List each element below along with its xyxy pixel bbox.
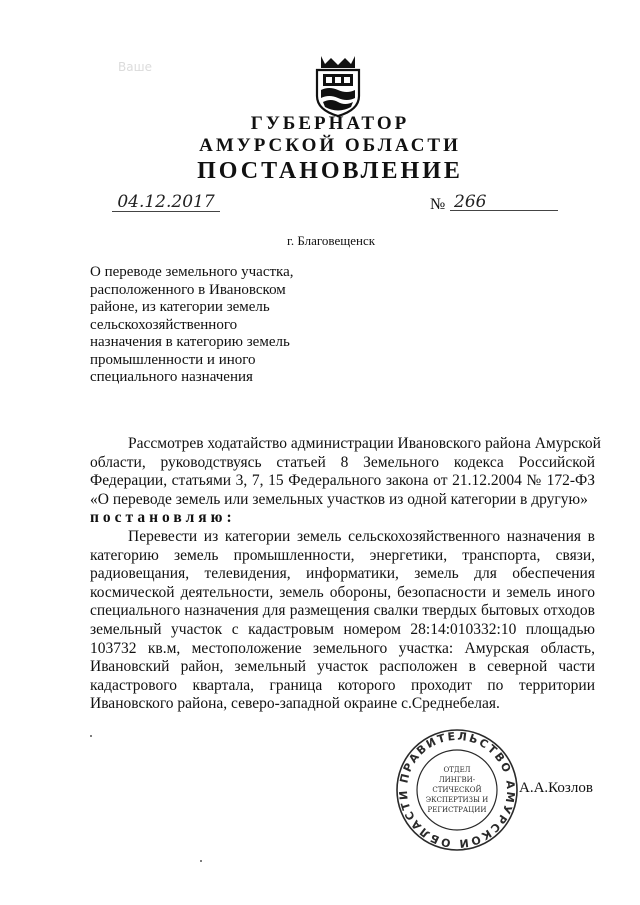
body-line: специального назначения для размещения свалки твердых бытовых отходов bbox=[90, 602, 595, 620]
subject-line: О переводе земельного участка, bbox=[90, 264, 294, 280]
document-city: г. Благовещенск bbox=[286, 233, 376, 248]
body-line: 103732 кв.м, местоположение земельного участка: Амурская область, bbox=[90, 639, 595, 657]
body-line: космической деятельности, земель обороны, безопасности и земель иного bbox=[90, 583, 595, 601]
scan-speck bbox=[90, 735, 92, 737]
document-body bbox=[90, 435, 601, 714]
body-line: радиовещания, телевидения, информатики, земель для обеспечения bbox=[90, 565, 595, 583]
amur-coat-of-arms-icon bbox=[311, 52, 365, 118]
scan-speck bbox=[200, 860, 202, 862]
body-line: Ивановского района, северо-западной окраине с.Среднебелая. bbox=[90, 695, 500, 713]
body-line: области, руководствуясь статьей 8 Земельного кодекса Российской bbox=[90, 453, 595, 471]
body-line: земельный участок с кадастровым номером 28:14:010332:10 площадью bbox=[90, 620, 595, 638]
resolution-keyword: постановляю: bbox=[90, 509, 236, 527]
subject-line: расположенного в Ивановском bbox=[90, 281, 286, 298]
body-line: Рассмотрев ходатайство администрации Ивановского района Амурской bbox=[128, 435, 601, 452]
body-line: категорию земель промышленности, энергетики, транспорта, связи, bbox=[90, 546, 595, 564]
subject-line: промышленности и иного bbox=[90, 351, 256, 368]
document-subject bbox=[90, 264, 350, 387]
header-title-line1: ГУБЕРНАТОР bbox=[250, 113, 410, 134]
document-number: 266 bbox=[450, 193, 558, 211]
subject-line: сельскохозяйственного bbox=[90, 316, 238, 333]
document-date: 04.12.2017 bbox=[112, 193, 220, 212]
svg-text:ОТДЕЛ: ОТДЕЛ bbox=[443, 766, 471, 774]
body-line: кадастрового квартала, граница которого проходит по территории bbox=[90, 676, 595, 694]
subject-line: специального назначения bbox=[90, 369, 253, 385]
body-line: «О переводе земель или земельных участков из одной категории в другую» bbox=[90, 490, 588, 508]
svg-text:СТИЧЕСКОЙ: СТИЧЕСКОЙ bbox=[432, 786, 482, 794]
body-line: Ивановский район, земельный участок расположен в северной части bbox=[90, 658, 595, 676]
svg-text:ЭКСПЕРТИЗЫ И: ЭКСПЕРТИЗЫ И bbox=[425, 796, 489, 804]
body-line: Федерации, статьями 3, 7, 15 Федерального закона от 21.12.2004 № 172-ФЗ bbox=[90, 472, 595, 490]
corner-faint-mark bbox=[116, 56, 196, 76]
subject-line: назначения в категорию земель bbox=[90, 334, 290, 350]
official-seal-stamp bbox=[395, 728, 519, 852]
signatory-name: А.А.Козлов bbox=[519, 780, 593, 796]
svg-text:РЕГИСТРАЦИИ: РЕГИСТРАЦИИ bbox=[427, 806, 487, 814]
body-line: Перевести из категории земель сельскохозяйственного назначения в bbox=[128, 527, 595, 545]
number-label: № bbox=[430, 196, 446, 213]
header-title-line2: АМУРСКОЙ ОБЛАСТИ bbox=[199, 135, 461, 156]
document-type-title: ПОСТАНОВЛЕНИЕ bbox=[197, 158, 463, 184]
svg-text:Ваше: Ваше bbox=[118, 60, 152, 74]
svg-text:ПРАВИТЕЛЬСТВО АМУРСКОЙ ОБЛАСТИ: ПРАВИТЕЛЬСТВО АМУРСКОЙ ОБЛАСТИ bbox=[396, 729, 518, 851]
svg-text:ЛИНГВИ-: ЛИНГВИ- bbox=[438, 776, 476, 784]
subject-line: районе, из категории земель bbox=[90, 299, 270, 315]
